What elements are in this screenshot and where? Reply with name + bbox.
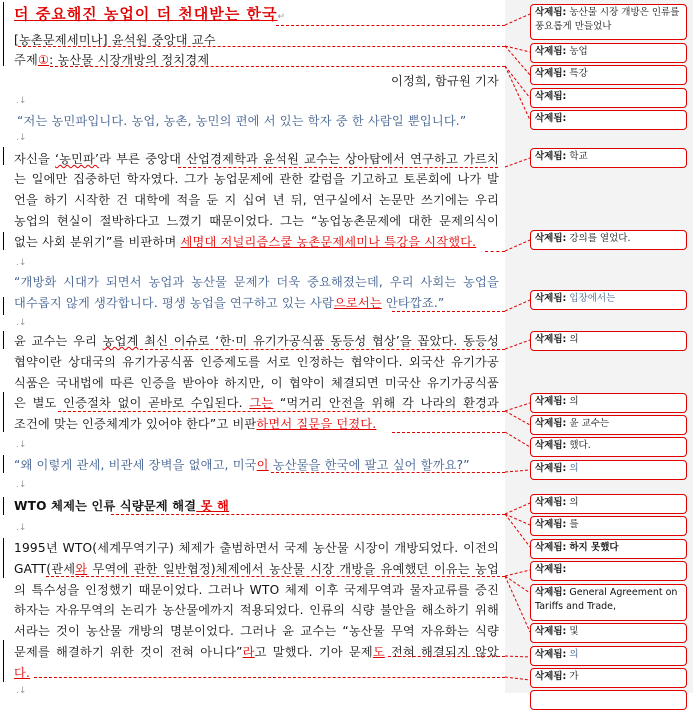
deletion-balloon-partial[interactable]: [530, 690, 687, 710]
body-line[interactable]: [14, 644, 499, 660]
heading-text: WTO 체제는 인류 식량문제 해결: [14, 499, 197, 513]
deletion-balloon[interactable]: [530, 331, 687, 351]
balloon-text: 의: [569, 497, 579, 508]
body-line[interactable]: [14, 151, 499, 167]
paragraph-mark: ↵: [277, 12, 286, 22]
balloon-label: 삭제됨:: [535, 46, 567, 57]
balloon-label: 삭제됨:: [535, 113, 567, 124]
paragraph-mark: .↓: [16, 440, 27, 450]
balloon-label: 삭제됨:: [535, 233, 567, 244]
deletion-balloon[interactable]: [530, 88, 687, 108]
text-run: 의 특수성을 인정했기 때문이었다. 그러나 WTO 체제 이후 국제무역과 물자교류를 증진: [14, 583, 499, 597]
inserted-text: 라: [242, 645, 255, 659]
inserted-text: 그는: [249, 396, 274, 410]
paragraph-mark: .↓: [16, 96, 27, 106]
balloon-text: 의: [569, 463, 579, 474]
body-line[interactable]: [14, 234, 499, 250]
topic-prefix: 주제: [14, 53, 38, 67]
change-bar: [3, 232, 4, 250]
balloon-text: 의: [569, 396, 579, 407]
inserted-text: 으로서는: [333, 296, 382, 310]
balloon-label: 삭제됨:: [535, 626, 567, 637]
change-bar: [3, 331, 4, 349]
change-bar: [3, 147, 4, 165]
balloon-text: 의: [569, 649, 579, 660]
balloon-label: 삭제됨:: [535, 519, 567, 530]
revision-leader: [50, 66, 505, 67]
text-run: 고 말했다. 기아 문제: [254, 645, 373, 659]
text-run: 문제를 해결하기 위한 것이 전혀 아니다”: [14, 645, 243, 659]
change-bar: [3, 2, 4, 66]
body-line[interactable]: [14, 602, 499, 618]
balloon-text: 및: [569, 626, 579, 637]
balloon-label: 삭제됨:: [535, 68, 567, 79]
byline[interactable]: [14, 73, 499, 89]
quote-paragraph-2[interactable]: [14, 274, 499, 290]
text-run: GATT(관세: [14, 562, 76, 576]
balloon-text: 하지 못했다: [569, 542, 619, 553]
body-line[interactable]: [14, 333, 499, 349]
body-line[interactable]: [14, 213, 499, 229]
balloon-label: 삭제됨:: [535, 91, 567, 102]
balloon-label: 삭제됨:: [535, 542, 567, 553]
paragraph-mark: .↓: [16, 133, 27, 143]
body-line[interactable]: [14, 582, 499, 598]
deletion-balloon[interactable]: [530, 539, 687, 559]
body-line[interactable]: [14, 561, 499, 577]
change-bar: [3, 640, 4, 682]
revision-leader: [34, 677, 505, 678]
change-bar: [3, 392, 4, 432]
balloon-label: 삭제됨:: [535, 396, 567, 407]
change-bar: [3, 497, 4, 515]
deletion-balloon[interactable]: [530, 516, 687, 536]
balloon-label: 삭제됨:: [535, 7, 567, 18]
body-line[interactable]: [14, 171, 499, 187]
body-line[interactable]: [14, 665, 499, 681]
balloon-text: 농업: [569, 46, 588, 57]
balloon-text: 특강: [569, 68, 588, 79]
text-run: 라 부른 중앙대 산업경제학과 윤석원 교수는 상아탑에서 연구하고 가르치: [99, 152, 499, 166]
body-line[interactable]: [14, 354, 499, 370]
deletion-balloon[interactable]: [530, 584, 687, 621]
deletion-balloon[interactable]: [530, 494, 687, 514]
text-run: 서라는 것이 농산물 개방의 명분이었다. 그러나 윤 교수는 “농산물 무역 자유화는 식량: [14, 624, 499, 638]
revision-leader: [271, 472, 505, 473]
change-bar: [3, 538, 4, 578]
revision-leader: [140, 349, 505, 350]
balloon-text: 학교: [569, 151, 588, 162]
change-bar: [3, 297, 4, 315]
topic-text: : 농산물 시장개방의 정치경제: [49, 53, 210, 67]
revision-leader: [276, 25, 505, 26]
revision-leader: [46, 576, 505, 577]
section-heading[interactable]: [14, 498, 499, 514]
body-line[interactable]: [14, 540, 499, 556]
body-line[interactable]: [14, 623, 499, 639]
quote-text: 안타깝죠.”: [381, 296, 445, 310]
paragraph-mark: .↓: [16, 318, 27, 328]
paragraph-mark: .↓: [16, 523, 27, 533]
text-run: 조건에 맞는 인증체계가 있어야 한다”고 비판: [14, 417, 257, 431]
change-bar: [3, 455, 4, 473]
revision-leader: [178, 167, 498, 168]
text-run: 언을 하기 시작한 건 대학에 적을 둔 지 십여 년 뒤, 연구실에서 논문만 쓰기에는 우리: [14, 193, 499, 207]
inserted-text: 세명대 저널리즘스쿨 농촌문제세미나 특강을 시작했다.: [180, 235, 477, 249]
text-run: 자신을: [14, 152, 56, 166]
balloon-label: 삭제됨:: [535, 418, 567, 429]
balloon-label: 삭제됨:: [535, 564, 567, 575]
text-run: 협약이란 상대국의 유기가공식품 인증제도를 서로 인정하는 협약이다. 외국산 유기가공: [14, 355, 499, 369]
quote-paragraph-2-line2[interactable]: [14, 295, 499, 311]
balloon-text: 를: [569, 519, 579, 530]
paragraph-mark: .↓: [16, 480, 27, 490]
paragraph-mark: .↓: [16, 686, 27, 696]
subtitle: [농촌문제세미나] 윤석원 중앙대 교수: [14, 33, 216, 47]
deletion-balloon[interactable]: [530, 43, 687, 63]
inserted-text: 이: [256, 458, 269, 472]
body-line[interactable]: [14, 416, 499, 432]
revision-leader: [485, 251, 505, 252]
quote-text: “왜 이렇게 관세, 비관세 장벽을 없애고, 미국: [14, 458, 257, 472]
balloon-text: 의: [569, 334, 579, 345]
revision-leader: [392, 311, 505, 312]
text-run: 무역에 관한 일반협정)체제에서 농산물 시장 개방을 유예했던 이유는 농업: [87, 562, 499, 576]
body-line[interactable]: [14, 395, 499, 411]
balloon-label: 삭제됨:: [535, 293, 567, 304]
balloon-text: General Agreement on Tariffs and Trade,: [535, 587, 678, 612]
deletion-balloon[interactable]: [530, 110, 687, 130]
quote-text: 대수롭지 않게 생각합니다. 평생 농업을 연구하고 있는 사람: [14, 296, 334, 310]
deletion-balloon[interactable]: [530, 561, 687, 581]
spellcheck-text: ‘농민파’: [55, 152, 100, 166]
revision-leader: [58, 411, 505, 412]
paragraph-mark: .↓: [16, 258, 27, 268]
deletion-balloon[interactable]: [530, 290, 687, 310]
revision-leader: [388, 656, 505, 657]
balloon-label: 삭제됨:: [535, 497, 567, 508]
text-run: 1995년 WTO(세계무역기구) 체제가 출범하면서 국제 농산물 시장이 개방되었다. 이전의: [14, 541, 499, 555]
text-run: 없는 사회 분위기”를 비판하며: [14, 235, 181, 249]
text-run: 은 별도 인증절차 없이 곧바로 수입된다.: [14, 396, 250, 410]
balloon-text: 가: [569, 671, 579, 682]
quote-text: “개방화 시대가 되면서 농업과 농산물 문제가 더욱 중요해졌는데, 우리 사회는 농업을: [14, 275, 499, 289]
balloon-text: 농산물 시장 개방은 인류를 풍요롭게 만들었나: [535, 7, 680, 32]
quote-paragraph-3[interactable]: [14, 457, 499, 473]
balloon-text: 윤 교수는: [569, 418, 610, 429]
quote-text: 농산물을 한국에 팔고 싶어 할까요?”: [268, 458, 470, 472]
deletion-balloon[interactable]: [530, 646, 687, 666]
text-run: 농업의 현실이 절박하다고 느꼈기 때문이었다. 그는 “농업농촌문제에 대한 문제의식이: [14, 214, 499, 228]
balloon-label: 삭제됨:: [535, 334, 567, 345]
text-run: “먹거리 안전을 위해 각 나라의 환경과: [273, 396, 500, 410]
deletion-balloon[interactable]: [530, 668, 687, 688]
deletion-balloon[interactable]: [530, 148, 687, 168]
inserted-text: ①: [37, 53, 50, 67]
inserted-text: 못 해: [196, 499, 230, 513]
document-title-line[interactable]: [14, 6, 499, 25]
text-run: 식품은 국내법에 따른 인증을 받아야 하지만, 이 협약이 체결되면 미국산 유기가공식품: [14, 376, 499, 390]
inserted-text: 하면서 질문을 던졌다.: [256, 417, 377, 431]
balloon-label: 삭제됨:: [535, 649, 567, 660]
balloon-label: 삭제됨:: [535, 463, 567, 474]
deletion-balloon[interactable]: [530, 393, 687, 413]
deletion-balloon[interactable]: [530, 623, 687, 643]
balloon-text: 강의를 열었다.: [569, 233, 631, 244]
quote-text: “저는 농민파입니다. 농업, 농촌, 농민의 편에 서 있는 학자 중 한 사람일 뿐입니다.”: [17, 114, 467, 128]
deletion-balloon[interactable]: [530, 230, 687, 250]
balloon-label: 삭제됨:: [535, 440, 567, 451]
balloon-text: 입장에서는: [569, 293, 616, 304]
balloon-label: 삭제됨:: [535, 587, 567, 598]
body-line[interactable]: [14, 375, 499, 391]
document-title: 더 중요해진 농업이 더 천대받는 한국: [14, 5, 278, 23]
deletion-balloon[interactable]: [530, 437, 687, 457]
byline-text: 이정희, 함규원 기자: [390, 74, 499, 88]
deletion-balloon[interactable]: [530, 460, 687, 480]
text-run: 최신 이슈로 ‘한·미 유기가공식품 동등성 협상’을 꼽았다. 동등성: [138, 334, 500, 348]
revision-leader: [392, 432, 505, 433]
deletion-balloon[interactable]: [530, 415, 687, 435]
text-run: 하자는 자유무역의 논리가 농산물에까지 적용되었다. 인류의 식량 불안을 해소하기 위해: [14, 603, 499, 617]
text-run: 윤 교수는 우리: [14, 334, 103, 348]
text-run: 는 일에만 집중하던 학자였다. 그가 농업문제에 관한 칼럼을 기고하고 토론회에 나가 발: [14, 172, 499, 186]
spellcheck-text: 농업계: [102, 334, 139, 348]
deletion-balloon[interactable]: [530, 4, 687, 40]
inserted-text: 다.: [14, 666, 31, 680]
balloon-label: 삭제됨:: [535, 671, 567, 682]
inserted-text: 와: [75, 562, 88, 576]
revision-leader: [111, 514, 505, 515]
body-line[interactable]: [14, 192, 499, 208]
deletion-balloon[interactable]: [530, 65, 687, 85]
revision-leader: [18, 46, 505, 47]
inserted-text: 도: [372, 645, 385, 659]
text-run: 전혀 해결되지 않았: [384, 645, 499, 659]
quote-paragraph-1[interactable]: [17, 113, 502, 129]
balloon-label: 삭제됨:: [535, 151, 567, 162]
balloon-text: 했다.: [569, 440, 591, 451]
